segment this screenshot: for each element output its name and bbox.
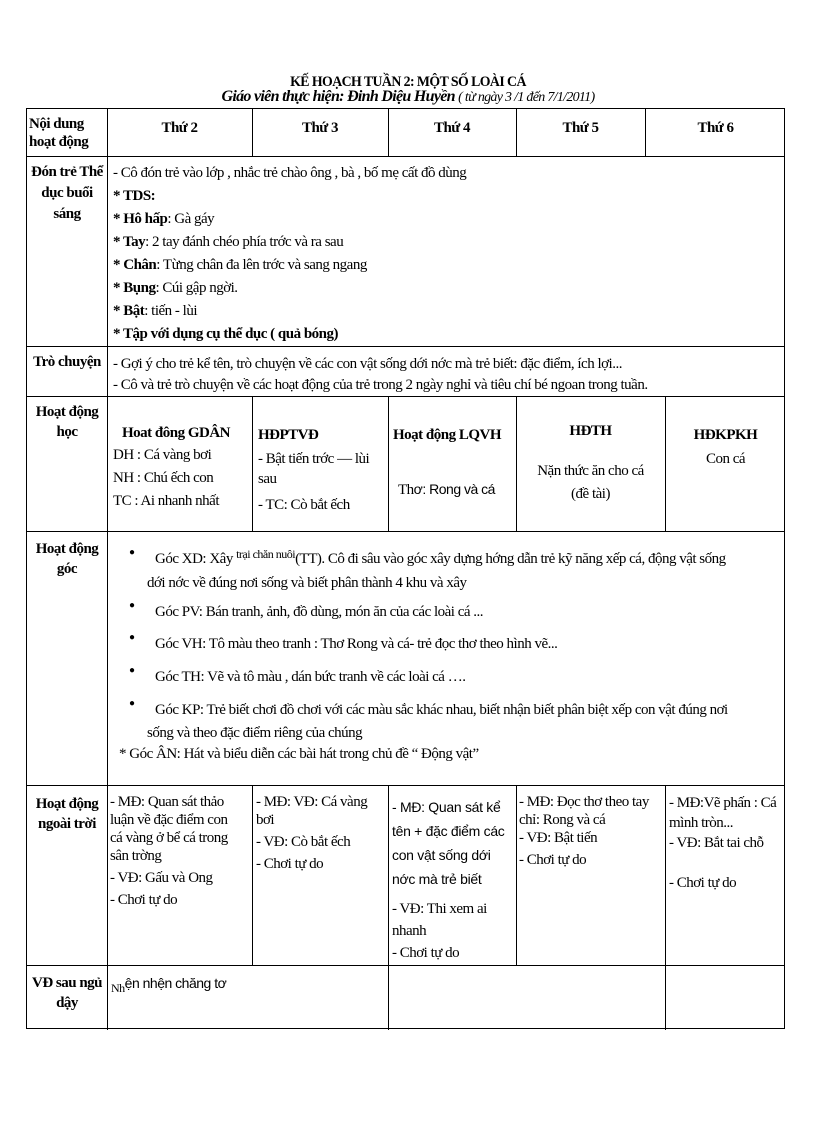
- col-header-fri: Thứ 6: [697, 120, 734, 136]
- legs-text: : Từng chân đa lên trớc và sang ngang: [156, 257, 367, 273]
- outdoor-line: - VĐ: Gấu và Ong: [110, 870, 213, 886]
- date-range: ( từ ngày 3 /1 đến 7/1/2011): [458, 90, 595, 105]
- outdoor-line: - VĐ: Bật tiến: [519, 830, 598, 846]
- outdoor-thu: [519, 793, 649, 869]
- outdoor-line: nhanh: [392, 923, 427, 939]
- corner-kp: Góc KP: Trẻ biết chơi đồ chơi với các màu sắc khác nhau, biết nhận biết phân biệt xếp con vật đúng nơi: [155, 702, 728, 718]
- corner-xd: [155, 549, 726, 569]
- learning-wed-text: [398, 479, 495, 500]
- outdoor-line: chỉ: Rong và cá: [519, 812, 606, 828]
- row-divider: [27, 531, 784, 532]
- outdoor-line: - MĐ: VĐ: Cá vàng: [256, 794, 368, 810]
- outdoor-wed-more: [392, 898, 487, 964]
- bullet-icon: ●: [129, 698, 136, 709]
- learning-fri-line: Con cá: [705, 451, 746, 467]
- outdoor-line: mình tròn...: [669, 815, 733, 831]
- learning-wed-title: Hoạt động LQVH: [393, 427, 502, 443]
- wakeup-text: [111, 973, 226, 994]
- morning-breath: [113, 209, 214, 229]
- outdoor-line: - Chơi tự do: [256, 856, 324, 872]
- morning-equipment: * Tập với dụng cụ thể dục ( quả bóng): [113, 326, 339, 342]
- arms-label: * Tay: [113, 234, 146, 250]
- corner-th: Góc TH: Vẽ và tô màu , dán bức tranh về các loài cá ….: [155, 669, 466, 685]
- legs-label: * Chân: [113, 257, 157, 273]
- row-label-wakeup: VĐ sau ngủ dậy: [31, 975, 103, 1011]
- belly-label: * Bụng: [113, 280, 156, 296]
- jump-text: : tiến - lùi: [144, 303, 197, 319]
- learning-tue-title: HĐPTVĐ: [258, 427, 319, 443]
- row-label-chat: Trò chuyện: [33, 354, 101, 370]
- col-divider: [252, 785, 253, 965]
- morning-jump: [113, 301, 197, 321]
- outdoor-line: nớc mà trẻ biết: [392, 871, 482, 887]
- outdoor-line: - MĐ: Quan sát thảo: [110, 794, 224, 810]
- page-subtitle: [0, 88, 816, 106]
- xd-text-c: (TT). Cô đi sâu vào góc xây dựng hớng dẫn trẻ kỹ năng xếp cá, động vật sống: [295, 551, 726, 567]
- learning-mon-line: DH : Cá vàng bơi: [113, 447, 212, 463]
- outdoor-line: - Chơi tự do: [392, 945, 460, 961]
- outdoor-line: - Chơi tự do: [519, 852, 587, 868]
- xd-text-b: trại chăn nuôi: [236, 547, 296, 561]
- outdoor-line: - Chơi tự do: [110, 892, 178, 908]
- corner-xd-cont: dới nớc về đúng nơi sống và biết phân thành 4 khu và xây: [147, 575, 467, 591]
- outdoor-line: tên + đặc điểm các: [392, 823, 505, 839]
- col-header-thu: Thứ 5: [562, 120, 599, 136]
- row-divider: [27, 785, 784, 786]
- belly-text: : Cúi gập ngời.: [155, 280, 238, 296]
- outdoor-tue: [256, 793, 367, 873]
- arms-text: : 2 tay đánh chéo phía trớc và ra sau: [145, 234, 344, 250]
- col-header-content: Nội dung hoạt động: [29, 116, 89, 150]
- outdoor-line: [669, 853, 776, 873]
- learning-mon-line: NH : Chú ếch con: [113, 470, 214, 486]
- corner-kp-cont: sống và theo đặc điểm riêng của chúng: [147, 725, 363, 741]
- outdoor-line: - MĐ: Quan sát kể: [392, 799, 501, 815]
- row-label-learning: Hoạt động học: [35, 404, 99, 440]
- outdoor-line: con vật sống dới: [392, 847, 491, 863]
- learning-mon-title: Hoat đông GDÂN: [122, 425, 231, 441]
- learning-thu-line: (đề tài): [571, 486, 610, 502]
- outdoor-line: - MĐ:Vẽ phấn : Cá: [669, 795, 777, 811]
- col-header-mon: Thứ 2: [161, 120, 198, 136]
- col-header-tue: Thứ 3: [301, 120, 339, 136]
- row-divider: [27, 346, 784, 347]
- morning-arms: [113, 232, 343, 252]
- col-divider: [388, 396, 389, 532]
- outdoor-line: - VĐ: Thi xem ai: [392, 901, 487, 917]
- corner-pv: Góc PV: Bán tranh, ảnh, đồ dùng, món ăn của các loài cá ...: [155, 604, 484, 620]
- col-divider: [252, 396, 253, 532]
- morning-legs: [113, 255, 367, 275]
- outdoor-line: bơi: [256, 812, 275, 828]
- morning-belly: [113, 278, 238, 298]
- outdoor-line: - MĐ: Đọc thơ theo tay: [519, 794, 649, 810]
- bullet-icon: ●: [129, 547, 136, 558]
- learning-tue-line: sau: [258, 471, 277, 487]
- bullet-icon: ●: [129, 632, 136, 643]
- breath-text: : Gà gáy: [167, 211, 215, 227]
- xd-text-a: Góc XD: Xây: [155, 551, 237, 567]
- learning-tue-line: - TC: Cò bắt ếch: [258, 497, 350, 513]
- col-divider: [107, 109, 108, 1030]
- page-title: KẾ HOẠCH TUẦN 2: MỘT SỐ LOÀI CÁ: [290, 74, 526, 90]
- teacher-name: Giáo viên thực hiện: Đinh Diệu Huyền: [221, 88, 455, 105]
- morning-tds: * TDS:: [113, 188, 156, 204]
- outdoor-wed: [392, 795, 505, 891]
- corner-an: * Góc ÂN: Hát và biểu diễn các bài hát trong chủ đề “ Động vật”: [119, 746, 479, 762]
- morning-greeting: - Cô đón trẻ vào lớp , nhắc trẻ chào ông , bà , bố mẹ cất đồ dùng: [113, 165, 467, 181]
- outdoor-line: cá vàng ở bể cá trong: [110, 830, 228, 846]
- wakeup-activity: ện nhện chăng tơ: [124, 975, 227, 991]
- col-divider: [388, 785, 389, 1030]
- jump-label: * Bật: [113, 303, 145, 319]
- learning-mon-line: TC : Ai nhanh nhất: [113, 493, 219, 509]
- col-divider: [665, 785, 666, 1030]
- plan-table: [26, 108, 785, 1029]
- row-divider: [27, 156, 784, 157]
- outdoor-fri: [669, 793, 776, 893]
- row-label-morning: Đón trẻ Thể dục buổi sáng: [31, 164, 103, 222]
- outdoor-mon: [110, 793, 228, 909]
- breath-label: * Hô hấp: [113, 211, 168, 227]
- chat-line-1: - Gợi ý cho trẻ kể tên, trò chuyện về các con vật sống dới nớc mà trẻ biết: đặc điểm, ích lợi...: [113, 356, 622, 372]
- col-header-wed: Thứ 4: [433, 120, 471, 136]
- row-label-corners: Hoạt động góc: [35, 541, 99, 577]
- outdoor-line: - Chơi tự do: [669, 875, 737, 891]
- learning-tue-line: - Bật tiến trớc — lùi: [258, 451, 370, 467]
- bullet-icon: ●: [129, 665, 136, 676]
- learning-fri-title: HĐKPKH: [693, 427, 758, 443]
- learning-thu-line: Nặn thức ăn cho cá: [537, 463, 644, 479]
- corner-vh: Góc VH: Tô màu theo tranh : Thơ Rong và cá- trẻ đọc thơ theo hình vẽ...: [155, 636, 558, 652]
- outdoor-line: luận về đặc điểm con: [110, 812, 228, 828]
- outdoor-line: sân trờng: [110, 848, 162, 864]
- wed-topic: ơ: Rong và cá: [413, 481, 495, 497]
- bullet-icon: ●: [129, 600, 136, 611]
- chat-line-2: - Cô và trẻ trò chuyện về các hoạt động của trẻ trong 2 ngày nghỉ và tiêu chí bé ngoan trong tuần.: [113, 377, 648, 393]
- learning-thu-title: HĐTH: [569, 423, 612, 439]
- outdoor-line: - VĐ: Cò bắt ếch: [256, 834, 351, 850]
- row-divider: [27, 965, 784, 966]
- wed-prefix: Th: [398, 482, 414, 498]
- row-label-outdoor: Hoạt động ngoài trời: [35, 796, 99, 832]
- outdoor-line: - VĐ: Bắt tai chỗ: [669, 835, 764, 851]
- row-divider: [27, 396, 784, 397]
- wakeup-prefix: Nh: [111, 981, 125, 995]
- col-divider: [516, 785, 517, 965]
